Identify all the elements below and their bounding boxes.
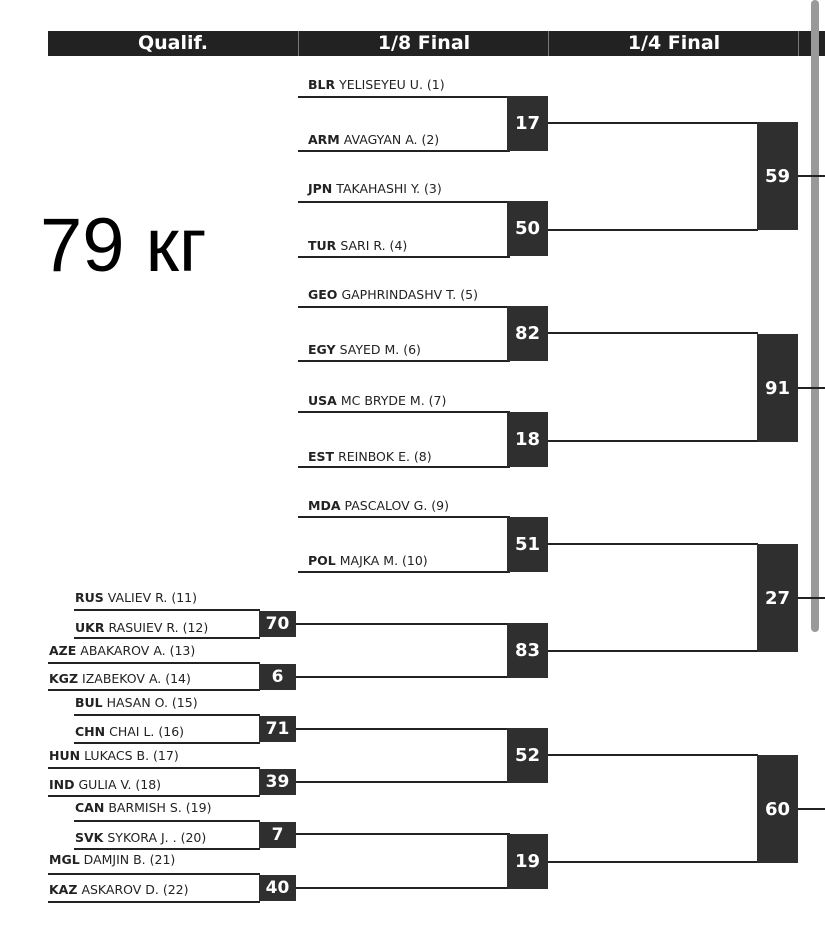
bracket-connector bbox=[548, 861, 758, 863]
athlete-line bbox=[298, 516, 510, 518]
athlete-name: ABAKAROV A. (13) bbox=[80, 643, 196, 658]
athlete-line bbox=[74, 742, 260, 744]
country-code: GEO bbox=[308, 287, 338, 302]
bout-box: 60 bbox=[757, 755, 798, 863]
bracket-connector bbox=[548, 440, 758, 442]
country-code: CAN bbox=[75, 800, 105, 815]
athlete-name: RASUIEV R. (12) bbox=[108, 620, 209, 635]
round16-header: 1/8 Final bbox=[298, 31, 549, 56]
bout-box: 83 bbox=[507, 623, 548, 678]
athlete-name: MAJKA M. (10) bbox=[339, 553, 428, 568]
bout-box: 52 bbox=[507, 728, 548, 783]
bracket-connector bbox=[296, 623, 510, 625]
athlete-entry bbox=[308, 287, 478, 302]
athlete-entry bbox=[308, 342, 421, 357]
country-code: AZE bbox=[49, 643, 77, 658]
bout-box: 91 bbox=[757, 334, 798, 442]
country-code: KGZ bbox=[49, 671, 79, 686]
athlete-entry bbox=[49, 852, 175, 867]
bout-box: 50 bbox=[507, 201, 548, 256]
athlete-line bbox=[74, 637, 260, 639]
athlete-line bbox=[298, 96, 510, 98]
bout-box: 40 bbox=[259, 875, 296, 901]
athlete-line bbox=[74, 714, 260, 716]
athlete-entry bbox=[308, 393, 446, 408]
athlete-line bbox=[48, 689, 260, 691]
athlete-entry bbox=[308, 553, 428, 568]
bracket-connector bbox=[548, 754, 758, 756]
athlete-name: IZABEKOV A. (14) bbox=[82, 671, 191, 686]
athlete-entry bbox=[308, 498, 449, 513]
athlete-line bbox=[298, 411, 510, 413]
athlete-entry bbox=[49, 748, 179, 763]
athlete-name: MC BRYDE M. (7) bbox=[340, 393, 447, 408]
country-code: CHN bbox=[75, 724, 106, 739]
athlete-name: SARI R. (4) bbox=[340, 238, 408, 253]
bout-box: 71 bbox=[259, 716, 296, 742]
athlete-name: SYKORA J. . (20) bbox=[107, 830, 207, 845]
country-code: IND bbox=[49, 777, 75, 792]
athlete-entry bbox=[308, 181, 442, 196]
athlete-line bbox=[298, 306, 510, 308]
athlete-entry bbox=[75, 800, 211, 815]
country-code: UKR bbox=[75, 620, 105, 635]
athlete-line bbox=[298, 201, 510, 203]
athlete-name: GAPHRINDASHV T. (5) bbox=[341, 287, 478, 302]
athlete-name: HASAN O. (15) bbox=[106, 695, 198, 710]
country-code: KAZ bbox=[49, 882, 78, 897]
athlete-name: SAYED M. (6) bbox=[339, 342, 421, 357]
vertical-scrollbar[interactable] bbox=[811, 0, 819, 632]
country-code: TUR bbox=[308, 238, 337, 253]
athlete-entry bbox=[308, 132, 439, 147]
athlete-name: VALIEV R. (11) bbox=[107, 590, 198, 605]
bout-box: 59 bbox=[757, 122, 798, 230]
athlete-line bbox=[298, 466, 510, 468]
athlete-line bbox=[48, 662, 260, 664]
athlete-line bbox=[48, 873, 260, 875]
bout-box: 70 bbox=[259, 611, 296, 637]
bracket-connector bbox=[296, 833, 510, 835]
athlete-line bbox=[48, 901, 260, 903]
athlete-line bbox=[298, 256, 510, 258]
bracket-connector bbox=[296, 781, 510, 783]
country-code: SVK bbox=[75, 830, 104, 845]
athlete-name: CHAI L. (16) bbox=[109, 724, 185, 739]
athlete-name: TAKAHASHI Y. (3) bbox=[336, 181, 442, 196]
country-code: USA bbox=[308, 393, 337, 408]
athlete-entry bbox=[49, 882, 189, 897]
athlete-entry bbox=[49, 777, 161, 792]
bracket-connector bbox=[296, 676, 510, 678]
bracket-connector bbox=[548, 650, 758, 652]
athlete-line bbox=[74, 609, 260, 611]
athlete-name: REINBOK E. (8) bbox=[338, 449, 432, 464]
bout-box: 7 bbox=[259, 822, 296, 848]
bracket-connector bbox=[548, 229, 758, 231]
country-code: EGY bbox=[308, 342, 336, 357]
athlete-name: BARMISH S. (19) bbox=[108, 800, 212, 815]
bout-box: 82 bbox=[507, 306, 548, 361]
bout-box: 6 bbox=[259, 664, 296, 690]
athlete-entry bbox=[49, 643, 195, 658]
athlete-line bbox=[74, 820, 260, 822]
athlete-entry bbox=[75, 620, 208, 635]
bout-box: 51 bbox=[507, 517, 548, 572]
athlete-entry bbox=[308, 77, 445, 92]
country-code: POL bbox=[308, 553, 336, 568]
weight-class-label: 79 кг bbox=[40, 203, 207, 288]
country-code: ARM bbox=[308, 132, 340, 147]
bracket-connector bbox=[296, 728, 510, 730]
athlete-line bbox=[48, 795, 260, 797]
bracket-connector bbox=[548, 543, 758, 545]
bracket-connector bbox=[798, 175, 825, 177]
athlete-line bbox=[48, 767, 260, 769]
bracket-connector bbox=[798, 597, 825, 599]
country-code: HUN bbox=[49, 748, 81, 763]
athlete-name: GULIA V. (18) bbox=[78, 777, 162, 792]
bracket-connector bbox=[798, 387, 825, 389]
bracket-connector bbox=[548, 122, 758, 124]
country-code: MDA bbox=[308, 498, 341, 513]
country-code: MGL bbox=[49, 852, 80, 867]
athlete-line bbox=[298, 150, 510, 152]
athlete-line bbox=[298, 571, 510, 573]
athlete-entry bbox=[75, 724, 184, 739]
athlete-line bbox=[298, 360, 510, 362]
athlete-entry bbox=[308, 449, 432, 464]
country-code: BUL bbox=[75, 695, 103, 710]
country-code: BLR bbox=[308, 77, 336, 92]
bout-box: 27 bbox=[757, 544, 798, 652]
athlete-name: AVAGYAN A. (2) bbox=[343, 132, 440, 147]
bracket-connector bbox=[296, 887, 510, 889]
country-code: EST bbox=[308, 449, 335, 464]
country-code: JPN bbox=[308, 181, 333, 196]
quarter-header: 1/4 Final bbox=[548, 31, 799, 56]
athlete-entry bbox=[75, 590, 197, 605]
country-code: RUS bbox=[75, 590, 104, 605]
bout-box: 39 bbox=[259, 769, 296, 795]
bout-box: 17 bbox=[507, 96, 548, 151]
bout-box: 18 bbox=[507, 412, 548, 467]
athlete-line bbox=[74, 848, 260, 850]
athlete-name: PASCALOV G. (9) bbox=[344, 498, 450, 513]
athlete-name: LUKACS B. (17) bbox=[84, 748, 179, 763]
qualif-header: Qualif. bbox=[48, 31, 298, 56]
bracket-connector bbox=[548, 332, 758, 334]
athlete-name: ASKAROV D. (22) bbox=[81, 882, 189, 897]
athlete-entry bbox=[75, 830, 206, 845]
athlete-name: DAMJIN B. (21) bbox=[83, 852, 176, 867]
athlete-entry bbox=[308, 238, 407, 253]
athlete-entry bbox=[49, 671, 191, 686]
bout-box: 19 bbox=[507, 834, 548, 889]
athlete-name: YELISEYEU U. (1) bbox=[339, 77, 445, 92]
bracket-connector bbox=[798, 808, 825, 810]
athlete-entry bbox=[75, 695, 198, 710]
